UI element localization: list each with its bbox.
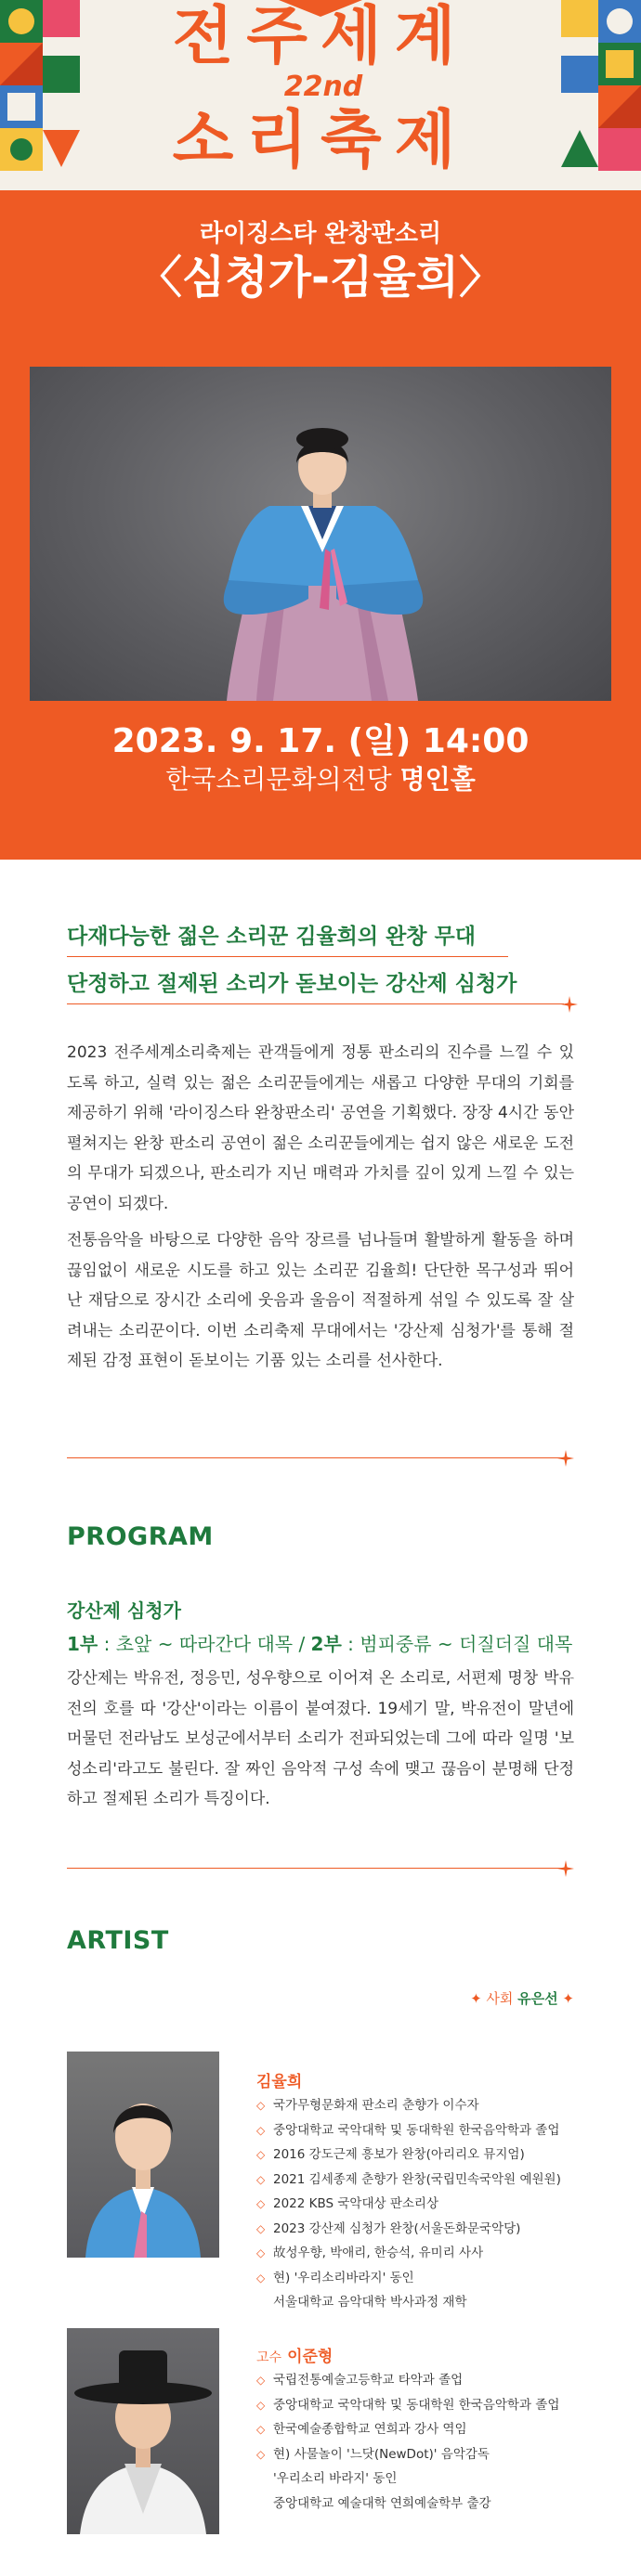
artist-name: 김율희 (256, 2073, 303, 2091)
performance-venue (0, 759, 641, 796)
venue-hall: 명인홀 (399, 764, 476, 795)
program-parts (67, 1629, 572, 1656)
artist-role: 고수 (256, 2350, 282, 2365)
part2-text: : 범피중류 ~ 더질더질 대목 (341, 1633, 573, 1655)
career-item: ◇ 故성우향, 박애리, 한승석, 유미리 사사 (256, 2241, 591, 2266)
hero-title: 〈심청가-김율희〉 (137, 252, 504, 304)
career-item: ◇ 2021 김세종제 춘향가 완창(국립민속국악원 예원원) (256, 2168, 591, 2193)
career-item: ◇ 중앙대학교 국악대학 및 동대학원 한국음악학과 졸업 (256, 2118, 591, 2143)
career-item: 중앙대학교 예술대학 연희예술학부 출강 (273, 2495, 491, 2511)
headline-underline-2 (67, 1003, 564, 1004)
portrait-illustration (67, 2052, 219, 2258)
venue-name: 한국소리문화의전당 (165, 764, 392, 795)
portrait-illustration (67, 2328, 219, 2534)
sparkle-icon: ✦ (470, 1990, 487, 2007)
hanbok-performer-illustration (30, 367, 611, 701)
artist-heading: ARTIST (67, 1926, 169, 1955)
intro-headline-1: 다재다능한 젊은 소리꾼 김율희의 완창 무대 (67, 925, 476, 949)
host-credit (470, 1988, 574, 2008)
part1-text: : 초앞 ~ 따라간다 대목 / (98, 1633, 311, 1655)
artist-photo-kim-yulhee (67, 2052, 219, 2258)
performer-photo (30, 367, 611, 701)
artist-career-list (256, 2368, 591, 2516)
part2-label: 2부 (310, 1633, 342, 1655)
festival-title-line1: 전주세계 (172, 0, 469, 73)
sparkle-icon (557, 1450, 574, 1467)
sparkle-icon (561, 996, 578, 1013)
hero-subtitle: 라이징스타 완창판소리 (199, 220, 442, 248)
career-item: ◇ 2016 강도근제 흥보가 완창(아리리오 뮤지엄) (256, 2142, 591, 2168)
intro-paragraph-2: 전통음악을 바탕으로 다양한 음악 장르를 넘나들며 활발하게 활동을 하며 끊임없이 새로운 시도를 하고 있는 소리꾼 김율희! 단단한 목구성과 뛰어난 재담으로 장시간 소리에 웃음과 울음이 적절하게 섞일 수 있도록 잘 살려내는 소리꾼이다. 이번 소리축제 무대에서는 '강산제 심청가'를 통해 절제된 감정 표현이 돋보이는 기품 있는 소리를 선사한다. (67, 1231, 574, 1371)
career-item: ◇ 중앙대학교 국악대학 및 동대학원 한국음악학과 졸업 (256, 2393, 591, 2418)
career-item: ◇ 현) '우리소리바라지' 동인 (256, 2266, 591, 2291)
part1-label: 1부 (67, 1633, 98, 1655)
intro-paragraph-1: 2023 전주세계소리축제는 관객들에게 정통 판소리의 진수를 느낄 수 있도록 하고, 실력 있는 젊은 소리꾼들에게는 새롭고 다양한 무대의 기회를 제공하기 위해 '라이징스타 완창판소리' 공연을 기획했다. 장장 4시간 동안 펼쳐지는 완창 판소리 공연이 젊은 소리꾼들에게는 쉽지 않은 새로운 도전의 무대가 되겠으나, 판소리가 지닌 매력과 가치를 깊이 있게 느낄 수 있는 공연이 되겠다. (67, 1043, 574, 1213)
career-item: '우리소리 바라지' 동인 (273, 2471, 398, 2486)
program-description: 강산제는 박유전, 정응민, 성우향으로 이어져 온 소리로, 서편제 명창 박유전의 호를 따 '강산'이라는 이름이 붙여졌다. 19세기 말, 박유전이 말년에 머물던 전라남도 보성군에서부터 소리가 전파되었는데 그에 따라 일명 '보성소리'라고도 불린다. 잘 짜인 음악적 구성 속에 맺고 끊음이 분명해 단정하고 절제된 소리가 특징이다. (67, 1669, 574, 1809)
festival-title-line2: 소리축제 (172, 104, 469, 177)
career-item: ◇ 2023 강산제 심청가 완창(서울돈화문국악당) (256, 2217, 591, 2242)
headline-underline-1 (67, 956, 508, 957)
festival-edition: 22nd (283, 71, 363, 103)
artist-name-text: 이준형 (287, 2348, 334, 2366)
host-name: 유은선 (517, 1990, 558, 2007)
career-item: 서울대학교 음악대학 박사과정 재학 (273, 2295, 467, 2310)
intro-headline-2: 단정하고 절제된 소리가 돋보이는 강산제 심청가 (67, 972, 517, 996)
career-item: ◇ 현) 사물놀이 '느닷(NewDot)' 음악감독 (256, 2442, 591, 2467)
section-divider-2 (67, 1868, 569, 1869)
career-item: ◇ 국립전통예술고등학교 타악과 졸업 (256, 2368, 591, 2393)
career-item: ◇ 2022 KBS 국악대상 판소리상 (256, 2192, 591, 2217)
program-heading: PROGRAM (67, 1522, 214, 1551)
sparkle-icon: ✦ (557, 1990, 574, 2007)
section-divider-1 (67, 1457, 569, 1458)
host-label: 사회 (486, 1990, 514, 2007)
performance-date: 2023. 9. 17. (일) 14:00 (111, 722, 530, 760)
artist-name (256, 2343, 333, 2366)
program-piece: 강산제 심청가 (67, 1599, 181, 1622)
career-item: ◇ 한국예술종합학교 연희과 강사 역임 (256, 2417, 591, 2442)
career-item: ◇ 국가무형문화재 판소리 춘향가 이수자 (256, 2093, 591, 2118)
sparkle-icon (557, 1860, 574, 1877)
artist-photo-lee-junhyung (67, 2328, 219, 2534)
artist-career-list (256, 2093, 591, 2315)
festival-banner (0, 0, 641, 190)
